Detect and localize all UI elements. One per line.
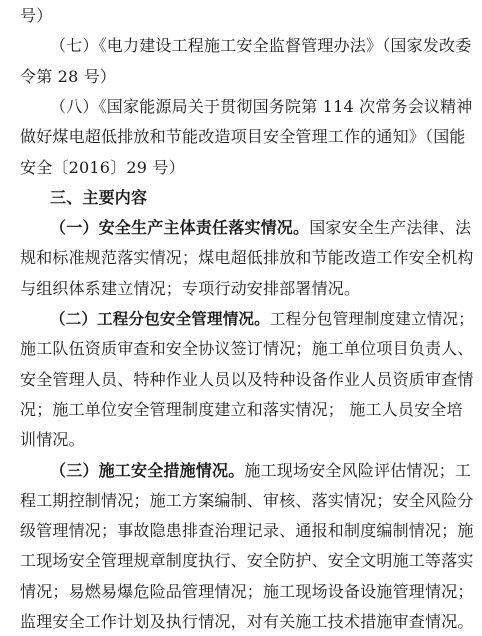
subsection-title: （一）安全生产主体责任落实情况。 [50, 218, 310, 238]
text-line: 安全〔2016〕29 号） [20, 157, 185, 177]
text-line: 施工队伍资质审查和安全协议签订情况；施工单位项目负责人、 [20, 339, 474, 359]
paragraph-line [50, 461, 471, 481]
text-line: 情况；易燃易爆危险品管理情况；施工现场设备设施管理情况； [20, 581, 474, 601]
text-span: 国家安全生产法律、法 [309, 218, 472, 238]
text-line: 与组织体系建立情况；专项行动安排部署情况。 [20, 278, 361, 298]
text-line: 程工期控制情况；施工方案编制、审核、落实情况；安全风险分 [20, 490, 474, 510]
text-line: 安全管理人员、特种作业人员以及特种设备作业人员资质审查情 [20, 369, 474, 389]
text-line: 规和标准规范落实情况；煤电超低排放和节能改造工作安全机构 [20, 248, 474, 268]
text-span: 工程分包管理制度建立情况； [269, 310, 474, 328]
section-heading: 三、主要内容 [50, 187, 148, 207]
text-line: 训情况。 [20, 430, 85, 450]
paragraph-line [50, 309, 474, 329]
subsection-title: （三）施工安全措施情况。 [50, 460, 245, 480]
text-line: 做好煤电超低排放和节能改造项目安全管理工作的通知》（国能 [20, 127, 466, 147]
text-line: （八）《国家能源局关于贯彻国务院第 114 次常务会议精神 [50, 96, 473, 116]
text-line: 令第 28 号） [20, 66, 117, 86]
text-span: 施工现场安全风险评估情况；工 [244, 460, 472, 480]
text-line: 级管理情况；事故隐患排查治理记录、通报和制度编制情况；施 [20, 521, 474, 541]
text-line: 号） [20, 6, 53, 25]
text-line: 监理安全工作计划及执行情况，对有关施工技术措施审查情况。 [20, 612, 474, 631]
text-line: 况；施工单位安全管理制度建立和落实情况； 施工人员安全培 [20, 399, 463, 419]
text-line: （七）《电力建设工程施工安全监督管理办法》（国家发改委 [50, 36, 472, 56]
text-line: 工现场安全管理规章制度执行、安全防护、安全文明施工等落实 [20, 551, 474, 571]
subsection-title: （二）工程分包安全管理情况。 [50, 310, 270, 328]
paragraph-line [50, 218, 471, 238]
